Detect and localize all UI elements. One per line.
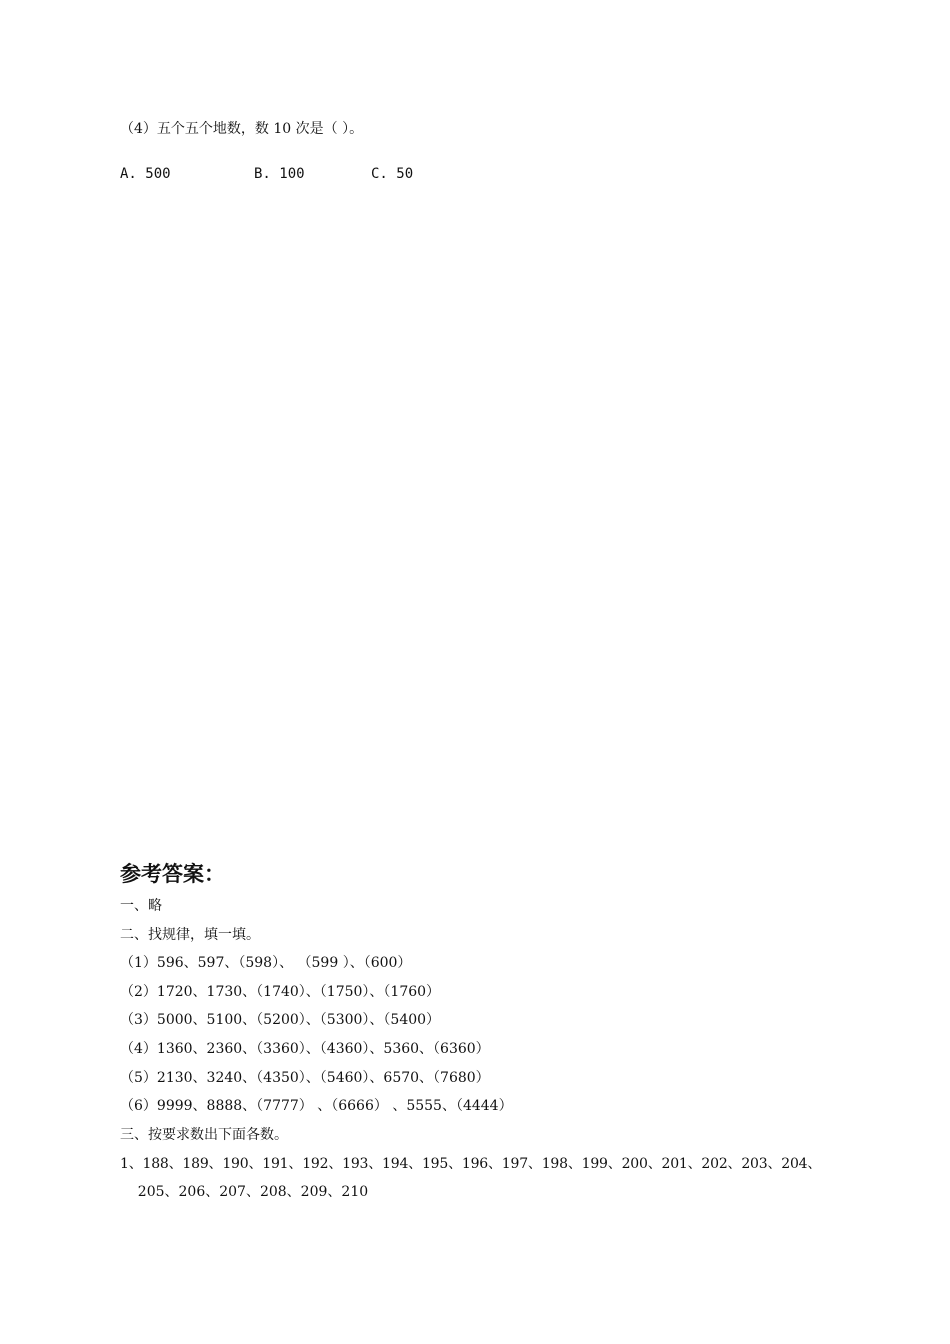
answer-line: 二、找规律，填一填。 (120, 927, 260, 943)
answer-line: （6）9999、8888、（7777） 、（6666） 、5555、（4444） (120, 1098, 513, 1114)
option-a: A. 500 (120, 166, 171, 182)
answer-line: 1、188、189、190、191、192、193、194、195、196、197、198、199、200、201、202、203、204、 (120, 1156, 822, 1172)
answer-line: （5）2130、3240、（4350）、（5460）、6570、（7680） (120, 1070, 490, 1086)
answer-line: （2）1720、1730、（1740）、（1750）、（1760） (120, 984, 441, 1000)
answers-heading: 参考答案： (120, 862, 225, 886)
answer-line: 205、206、207、208、209、210 (120, 1184, 369, 1200)
option-c: C. 50 (371, 166, 414, 182)
answer-line: （3）5000、5100、（5200）、（5300）、（5400） (120, 1012, 441, 1028)
question-text: （4）五个五个地数，数 10 次是（ ）。 (120, 121, 364, 137)
answer-line: 一、略 (120, 898, 162, 914)
option-b: B. 100 (254, 166, 305, 182)
answer-line: 三、按要求数出下面各数。 (120, 1127, 288, 1143)
answer-line: （4）1360、2360、（3360）、（4360）、5360、（6360） (120, 1041, 490, 1057)
answer-line: （1）596、597、（598）、 （599 ）、（600） (120, 955, 412, 971)
